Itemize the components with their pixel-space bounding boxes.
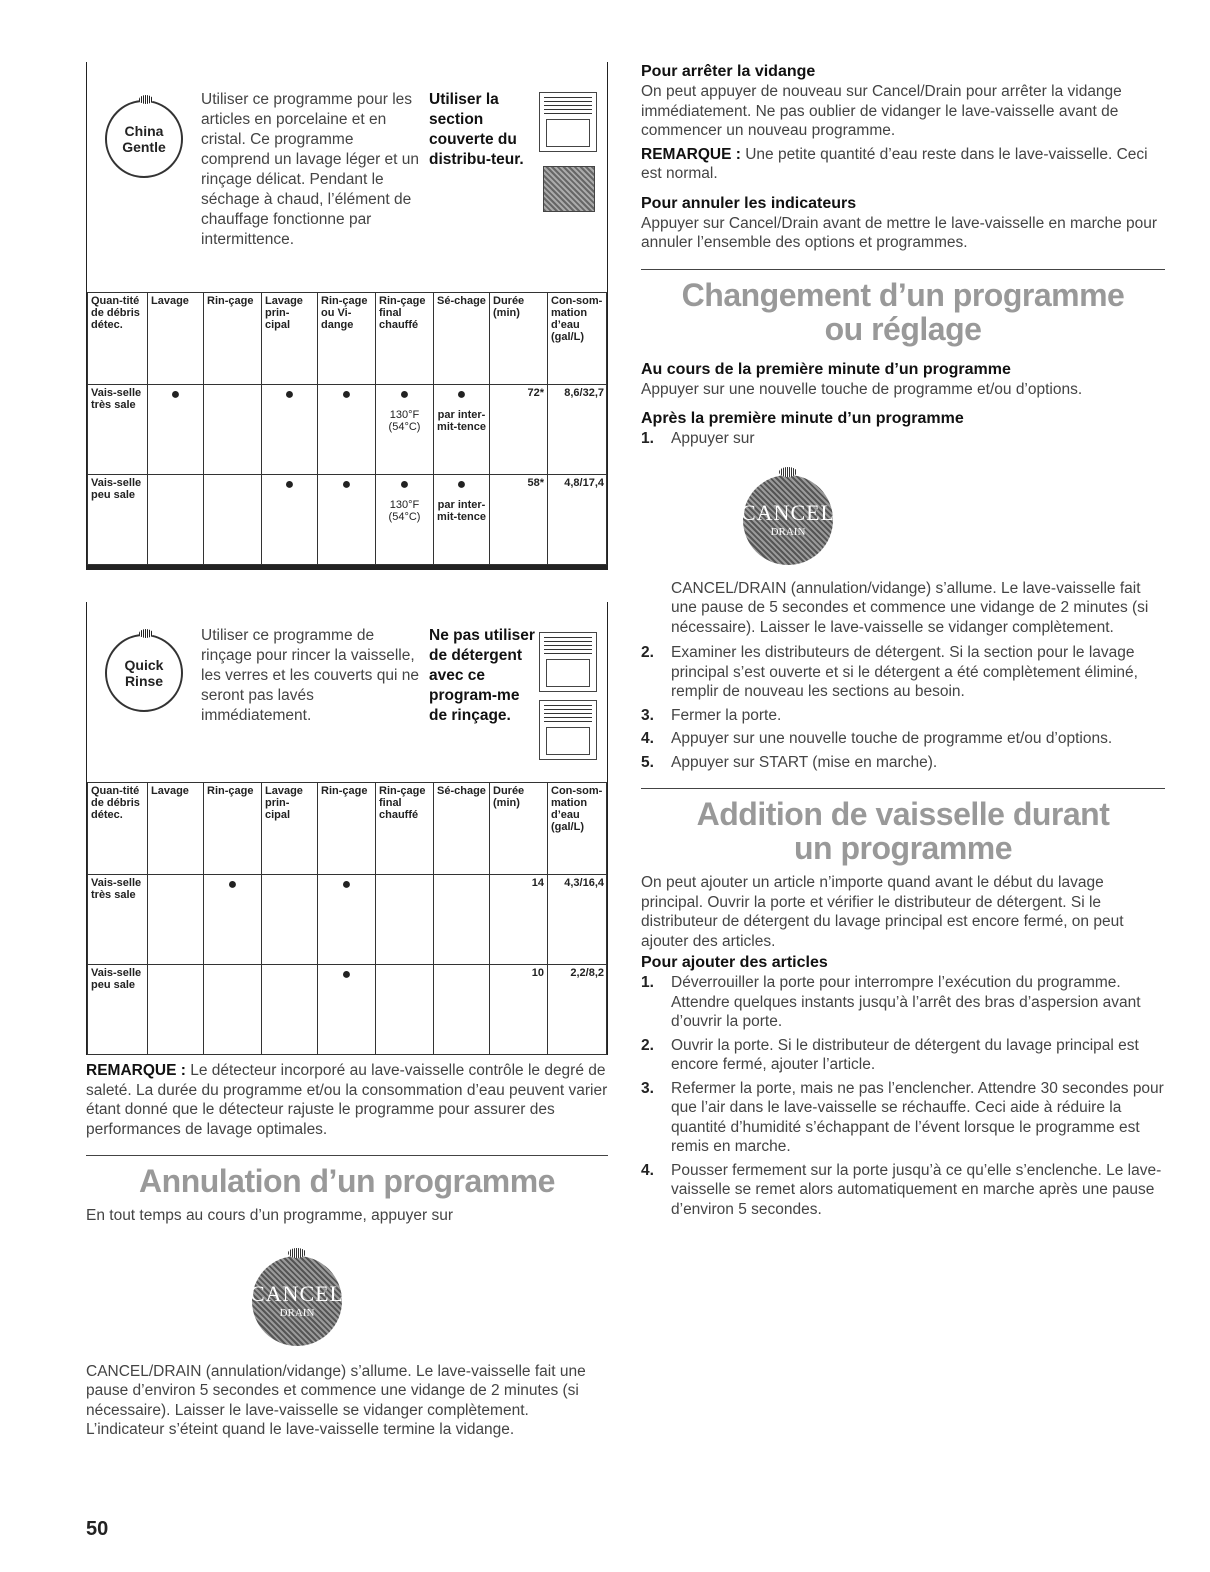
duration-value: 14 [490, 875, 548, 965]
step-cell [262, 385, 318, 475]
row-label: Vais-selle très sale [88, 875, 148, 965]
addition-intro: On peut ajouter un article n’importe quand avant le début du lavage principal. Ouvrir la porte et vérifier le distributeur de détergent. Si le distributeur de détergent du lavage principal est encore fermé, on peut ajouter des articles. [641, 874, 1124, 950]
dispenser-covered-icon [539, 92, 597, 152]
column-header: Rin-çage [204, 293, 262, 385]
water-value: 4,3/16,4 [548, 875, 607, 965]
quick-rinse-note: Ne pas utiliser de détergent avec ce program-me de rinçage. [429, 627, 535, 724]
water-value: 2,2/8,2 [548, 965, 607, 1055]
changement-steps [641, 429, 1165, 449]
step-dot-icon: ● [341, 386, 352, 403]
cancel-drain-button[interactable]: CANCEL DRAIN [743, 475, 833, 565]
changement-steps-2 [641, 643, 1165, 772]
step-dot-icon: ● [341, 876, 352, 893]
step-cell [204, 875, 262, 965]
arreter-remarque: REMARQUE : Une petite quantité d’eau reste dans le lave-vaisselle. Ceci est normal. [641, 145, 1148, 182]
arreter-body: On peut appuyer de nouveau sur Cancel/Drain pour arrêter la vidange immédiatement. Ne pas oublier de vidanger le lave-vaisselle avant de commencer un nouveau programme. [641, 83, 1122, 139]
column-header: Rin-çage ou Vi-dange [318, 293, 376, 385]
china-gentle-note: Utiliser la section couverte du distribu-teur. [429, 91, 524, 168]
row-label: Vais-selle très sale [88, 385, 148, 475]
column-header: Quan-tité de débris détec. [88, 783, 148, 875]
step-cell [262, 875, 318, 965]
step-cell [318, 385, 376, 475]
step-cell [376, 875, 434, 965]
step-dot-icon: ● [399, 476, 410, 493]
column-header: Lavage prin-cipal [262, 293, 318, 385]
changement-heading-1: Au cours de la première minute d’un programme [641, 360, 1011, 378]
step-cell [204, 475, 262, 565]
row-label: Vais-selle peu sale [88, 475, 148, 565]
table-row [88, 875, 607, 965]
ajouter-steps [641, 973, 1165, 1219]
table-row [88, 385, 607, 475]
step-cell [434, 965, 490, 1055]
annulation-title: Annulation d’un programme [139, 1163, 555, 1199]
column-header: Quan-tité de débris détec. [88, 293, 148, 385]
cancel-drain-button[interactable]: CANCEL DRAIN [252, 1256, 342, 1346]
step-item: 3. Fermer la porte. [641, 706, 782, 724]
quick-rinse-table [87, 782, 607, 1055]
step-cell [204, 965, 262, 1055]
step-cell [148, 875, 204, 965]
changement-para-1: Appuyer sur une nouvelle touche de programme et/ou d’options. [641, 380, 1083, 398]
step-item: 2. Ouvrir la porte. Si le distributeur de détergent du lavage principal est encore fermé, ajouter l’article. [641, 1036, 1139, 1073]
china-gentle-table [87, 292, 607, 565]
step-cell [434, 875, 490, 965]
step-cell [318, 965, 376, 1055]
column-header: Rin-çage [318, 783, 376, 875]
step-item: 3. Refermer la porte, mais ne pas l’enclencher. Attendre 30 secondes pour que l’air dans le lave-vaisselle se réchauffe. Ceci aide à réduire la quantité d’humidité s’échappant de l’évent lorsque le programme est remis en marche. [641, 1079, 1164, 1155]
dispenser-filled-icon [543, 166, 595, 212]
duration-value: 58* [490, 475, 548, 565]
column-header: Sé-chage [434, 783, 490, 875]
china-gentle-description: Utiliser ce programme pour les articles en porcelaine et en cristal. Ce programme comprend un lavage léger et un rinçage délicat. Pendant le séchage à chaud, l’élément de chauffage fonctionne par intermittence. [201, 91, 420, 248]
step-dot-icon: ● [341, 966, 352, 983]
dry-note: par inter-mit-tence [437, 409, 486, 433]
page-number: 50 [86, 1518, 109, 1540]
dispenser-empty-icon [539, 632, 597, 692]
column-header: Sé-chage [434, 293, 490, 385]
step-cell [434, 475, 490, 565]
table-header-row [88, 293, 607, 385]
temperature-value: 130°F (54°C) [388, 499, 421, 523]
step-cell [376, 475, 434, 565]
section-divider [641, 269, 1165, 270]
annuler-indicateurs-body: Appuyer sur Cancel/Drain avant de mettre le lave-vaisselle en marche pour annuler l’ensemble des options et programmes. [641, 214, 1158, 251]
step-dot-icon: ● [456, 476, 467, 493]
step-dot-icon: ● [399, 386, 410, 403]
left-column [86, 62, 608, 1440]
quick-rinse-cycle [86, 602, 608, 1055]
step-dot-icon: ● [170, 386, 181, 403]
step-cell [148, 385, 204, 475]
dispenser-empty-icon-2 [539, 700, 597, 760]
annulation-body: CANCEL/DRAIN (annulation/vidange) s’allume. Le lave-vaisselle fait une pause d’environ 5 secondes et commence une vidange de 2 minutes (si nécessaire). Laisser le lave-vaisselle se vidanger complètement. L’indicateur s’éteint quand le lave-vaisselle termine la vidange. [86, 1362, 586, 1438]
china-gentle-header [87, 62, 607, 292]
column-header: Con-som-mation d’eau (gal/L) [548, 783, 607, 875]
table-bottom-bar [87, 565, 607, 570]
changement-step-1: 1. Appuyer sur [641, 430, 755, 447]
duration-value: 72* [490, 385, 548, 475]
table-row [88, 965, 607, 1055]
column-header: Con-som-mation d’eau (gal/L) [548, 293, 607, 385]
water-value: 8,6/32,7 [548, 385, 607, 475]
step-cell [148, 965, 204, 1055]
china-gentle-cycle [86, 62, 608, 570]
table-row [88, 475, 607, 565]
ajouter-heading: Pour ajouter des articles [641, 954, 828, 971]
quick-rinse-badge: Quick Rinse [105, 634, 183, 712]
step-dot-icon: ● [284, 386, 295, 403]
step-item: 5. Appuyer sur START (mise en marche). [641, 753, 938, 771]
annuler-indicateurs-heading: Pour annuler les indicateurs [641, 194, 857, 212]
step-cell [434, 385, 490, 475]
section-divider [641, 788, 1165, 789]
step-dot-icon: ● [341, 476, 352, 493]
step-item: 1. Déverrouiller la porte pour interrompre l’exécution du programme. Attendre quelques instants jusqu’à l’arrêt des bras d’aspersion avant d’ouvrir la porte. [641, 974, 1141, 1030]
step-cell [262, 475, 318, 565]
column-header: Durée (min) [490, 293, 548, 385]
quick-rinse-header [87, 602, 607, 782]
column-header: Lavage [148, 293, 204, 385]
arreter-heading: Pour arrêter la vidange [641, 63, 816, 80]
duration-value: 10 [490, 965, 548, 1055]
right-column [641, 62, 1165, 1223]
step-cell [318, 875, 376, 965]
step-cell [204, 385, 262, 475]
addition-title: Addition de vaisselle durant un programme [696, 796, 1110, 866]
row-label: Vais-selle peu sale [88, 965, 148, 1055]
step-dot-icon: ● [227, 876, 238, 893]
section-divider [86, 1155, 608, 1156]
step-dot-icon: ● [456, 386, 467, 403]
column-header: Rin-çage [204, 783, 262, 875]
temperature-value: 130°F (54°C) [388, 409, 421, 433]
column-header: Durée (min) [490, 783, 548, 875]
step-cell [318, 475, 376, 565]
dry-note: par inter-mit-tence [437, 499, 486, 523]
column-header: Rin-çage final chauffé [376, 783, 434, 875]
changement-step-1-after: CANCEL/DRAIN (annulation/vidange) s’allume. Le lave-vaisselle fait une pause de 5 secondes et commence une vidange de 2 minutes (si nécessaire). Laisser le lave-vaisselle se vidanger complètement. [671, 579, 1149, 636]
step-cell [376, 965, 434, 1055]
step-item: 2. Examiner les distributeurs de détergent. Si la section pour le lavage principal s’est ouverte et si le détergent a été complètement éliminé, remplir de nouveau les sections au besoin. [641, 644, 1138, 700]
quick-rinse-description: Utiliser ce programme de rinçage pour rincer la vaisselle, les verres et les couverts qui ne seront pas lavés immédiatement. [201, 627, 419, 724]
column-header: Rin-çage final chauffé [376, 293, 434, 385]
annulation-intro: En tout temps au cours d’un programme, appuyer sur [86, 1207, 454, 1224]
china-gentle-badge: China Gentle [105, 100, 183, 178]
remarque-detector: REMARQUE : Le détecteur incorporé au lave-vaisselle contrôle le degré de saleté. La durée du programme et/ou la consommation d’eau peuvent varier étant donné que le détecteur rajuste le programme pour assurer des performances de lavage optimales. [86, 1062, 608, 1138]
changement-heading-2: Après la première minute d’un programme [641, 410, 964, 427]
table-header-row [88, 783, 607, 875]
step-cell [262, 965, 318, 1055]
column-header: Lavage prin-cipal [262, 783, 318, 875]
step-item: 4. Appuyer sur une nouvelle touche de programme et/ou d’options. [641, 730, 1113, 747]
step-cell [376, 385, 434, 475]
step-cell [148, 475, 204, 565]
step-item: 4. Pousser fermement sur la porte jusqu’à ce qu’elle s’enclenche. Le lave-vaisselle se remet alors automatiquement en marche après une pause d’environ 5 secondes. [641, 1161, 1162, 1218]
step-dot-icon: ● [284, 476, 295, 493]
changement-title: Changement d’un programme ou réglage [681, 276, 1125, 347]
column-header: Lavage [148, 783, 204, 875]
water-value: 4,8/17,4 [548, 475, 607, 565]
